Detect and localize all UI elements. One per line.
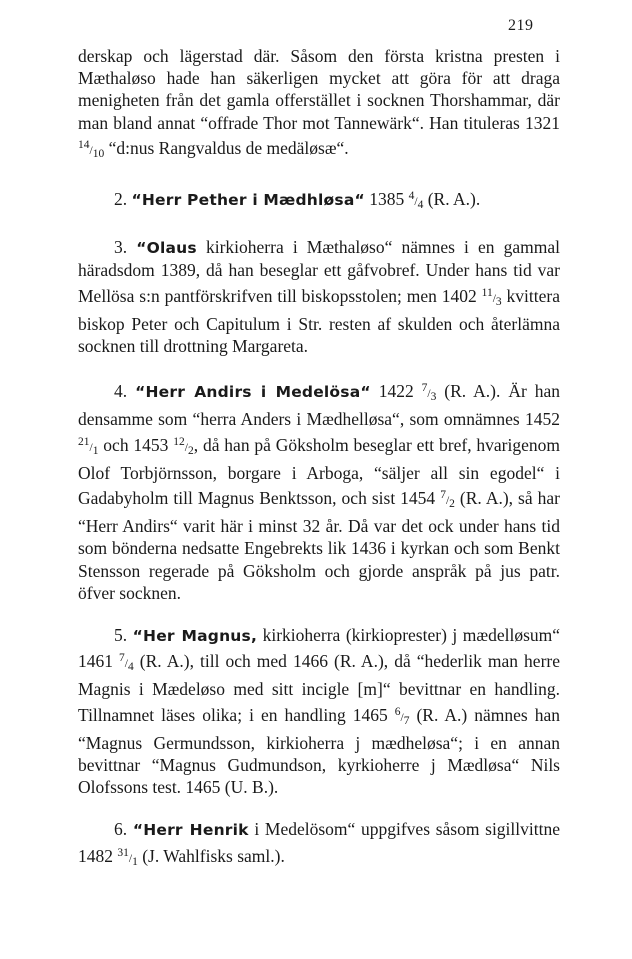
fraction-denominator: 1: [92, 444, 99, 457]
text-run: 1385: [364, 189, 409, 210]
date-fraction: [173, 435, 194, 457]
text-run: 2.: [114, 189, 132, 210]
text-run: (R. A.). Är han densamme som “herra Anders i Mædhelløsa“, som omnämnes 1452: [78, 381, 561, 430]
date-fraction: [78, 138, 105, 160]
fraction-denominator: 1: [132, 855, 138, 868]
fraction-denominator: 3: [495, 295, 502, 308]
date-fraction: [78, 435, 99, 457]
text-run: , då han på Göksholm beseglar ett bref, hvarigenom Olof Torbjörnsson, borgare i Arboga, “säljer all sin egodel“ i Gadabyholm till Magnus Benktsson, och sist 1454: [78, 434, 560, 509]
text-run: 4.: [114, 381, 136, 402]
fraction-numerator: 31: [117, 846, 129, 859]
text-run: 6.: [114, 819, 133, 840]
fraction-numerator: 4: [408, 190, 415, 203]
fraction-numerator: 11: [481, 286, 493, 299]
text-run: (R. A.) nämnes han “Magnus Germundsson, kirkioherra j mædheløsa“; i en annan bevittnar “Magnus Gudmundson, kyrkioherre j Mædløsa“ Nils Olofssons test. 1465 (U. B.).: [78, 704, 560, 798]
date-fraction: [119, 652, 134, 674]
page-body: [78, 45, 560, 873]
fraction-denominator: 3: [430, 391, 437, 404]
text-run: kirkioherra i Mæthaløso“ nämnes i en gammal häradsdom 1389, då han beseglar ett gåfvobref. Under hans tid var Mellösa s:n pantförskrifven till biskopsstolen; men 1402: [78, 237, 561, 306]
fraction-slash: /: [400, 711, 404, 724]
text-run: (R. A.), till och med 1466 (R. A.), då “hederlik man herre Magnis i Mædeløso med sitt incigle [m]“ bevittnar en handling. Tillnamnet läses olika; i en handling 1465: [78, 651, 560, 725]
text-run: 1422: [370, 381, 422, 402]
bold-name: “Herr Andirs i Medelösa“: [135, 383, 371, 402]
bold-name: “Olaus: [136, 239, 197, 258]
fraction-slash: /: [427, 388, 431, 401]
fraction-numerator: 7: [119, 652, 125, 665]
text-run: i Medelösom“ uppgifves såsom sigillvittne 1482: [78, 819, 560, 866]
paragraph-continuation: [78, 45, 560, 165]
fraction-denominator: 10: [92, 147, 105, 160]
fraction-numerator: 6: [394, 705, 401, 718]
date-fraction: [440, 489, 455, 511]
fraction-slash: /: [128, 852, 133, 865]
fraction-slash: /: [492, 292, 496, 305]
text-run: (J. Wahlfisks saml.).: [137, 845, 285, 866]
paragraph-entry-2: [78, 185, 560, 216]
text-run: (R. A.).: [423, 189, 481, 210]
fraction-slash: /: [445, 495, 450, 508]
text-run: 3.: [114, 237, 137, 258]
bold-name: “Herr Henrik: [132, 821, 249, 840]
fraction-denominator: 7: [403, 714, 410, 727]
fraction-denominator: 4: [128, 661, 134, 674]
fraction-slash: /: [124, 658, 128, 671]
text-run: kvittera biskop Peter och Capitulum i Str. resten af skulden och återlämna socknen till drottning Margareta.: [78, 285, 561, 357]
paragraph-entry-5: [78, 624, 560, 798]
date-fraction: [394, 705, 410, 727]
page-number: 219: [508, 17, 534, 34]
fraction-numerator: 12: [173, 435, 185, 448]
fraction-slash: /: [414, 196, 418, 209]
text-run: “d:nus Rangvaldus de medäløsæ“.: [104, 137, 349, 158]
bold-name: “Her Magnus,: [132, 627, 258, 646]
text-run: och 1453: [98, 434, 174, 455]
text-run: t i socknen Thorshammar, där man bland annat “offrade Thor mot Tannewärk“. Han tituleras 1321: [78, 90, 560, 133]
fraction-denominator: 2: [187, 444, 194, 457]
fraction-denominator: 2: [449, 498, 455, 511]
fraction-slash: /: [89, 144, 93, 157]
paragraph-entry-6: [78, 818, 560, 872]
text-run: kirkioherra (kirkioprester) j mædelløsum“ 1461: [78, 625, 561, 672]
fraction-slash: /: [184, 441, 188, 454]
bold-name: “Herr Pether i Mædhløsa“: [131, 191, 365, 210]
fraction-denominator: 4: [417, 199, 424, 212]
paragraph-entry-3: [78, 236, 560, 357]
fraction-numerator: 14: [78, 138, 90, 151]
fraction-numerator: 7: [421, 382, 428, 395]
date-fraction: [408, 190, 424, 212]
fraction-numerator: 21: [78, 435, 90, 448]
paragraph-entry-4: [78, 377, 560, 604]
date-fraction: [117, 846, 138, 868]
text-run: (R. A.), så har “Herr Andirs“ varit här i minst 32 år. Då var det ock under hans tid som bönderna nedsatte Engebrekts lik 1436 i kyrkan och som Benkt Stensson regerade på Göksholm och gjorde anspråk på jus patr. öfver socknen.: [78, 488, 560, 603]
fraction-numerator: 7: [440, 489, 446, 502]
date-fraction: [481, 286, 502, 308]
fraction-slash: /: [89, 441, 93, 454]
text-run: derskap och lägerstad där. Såsom den första kristna presten i Mæthaløso hade han säkerligen mycket att göra för att draga menigheten från det gamla offerställe: [78, 46, 560, 111]
date-fraction: [421, 382, 437, 404]
text-run: 5.: [114, 625, 133, 646]
